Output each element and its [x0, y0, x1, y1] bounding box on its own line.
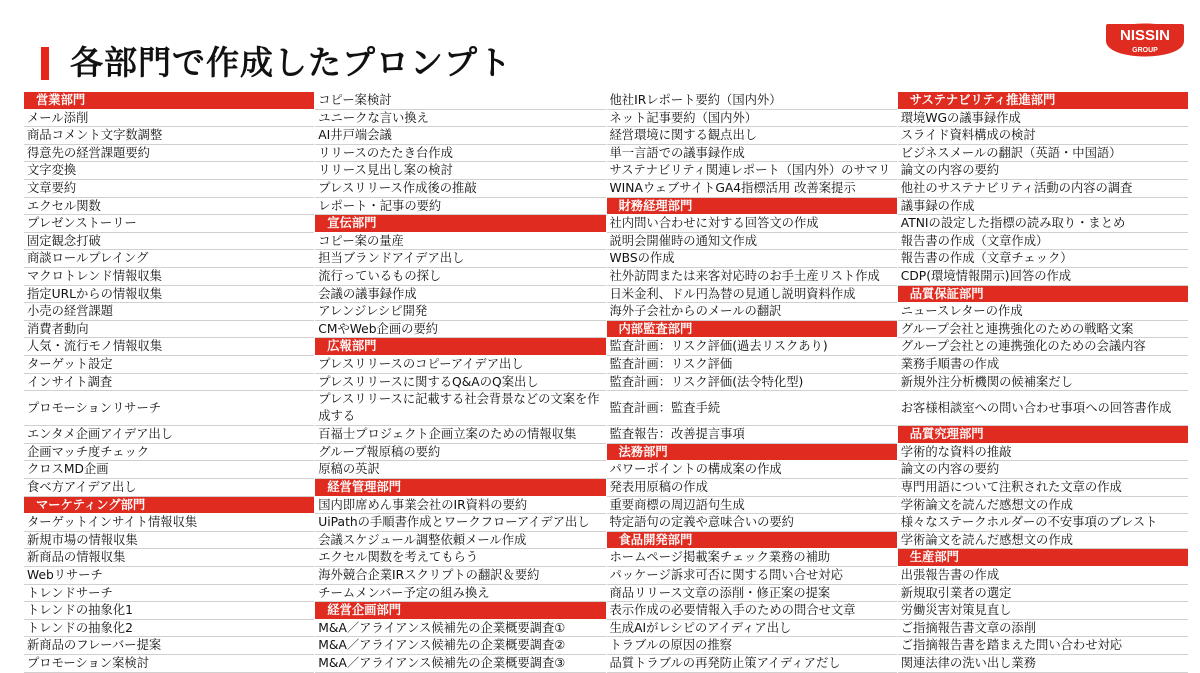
prompt-cell: 環境WGの議事録作成: [898, 110, 1188, 128]
table-column-2: [314, 92, 605, 673]
prompt-cell: 監査報告：改善提言事項: [607, 426, 897, 444]
prompt-cell: 商品コメント文字数調整: [24, 127, 314, 145]
prompt-cell: 業務手順書の作成: [898, 356, 1188, 374]
prompt-cell: 単一言語での議事録作成: [607, 145, 897, 163]
prompt-cell: 特定語句の定義や意味合いの要約: [607, 514, 897, 532]
prompt-cell: ターゲット設定: [24, 356, 314, 374]
prompt-cell: 新規外注分析機関の候補案だし: [898, 374, 1188, 392]
department-header: 品質究理部門: [898, 426, 1188, 444]
prompt-cell: プレスリリースに記載する社会背景などの文案を作成する: [315, 391, 605, 426]
prompt-cell: リリースのたたき台作成: [315, 145, 605, 163]
prompt-cell: ATNIの設定した指標の読み取り・まとめ: [898, 215, 1188, 233]
prompt-cell: グループ会社との連携強化のための会議内容: [898, 338, 1188, 356]
prompt-cell: 企画マッチ度チェック: [24, 444, 314, 462]
prompt-cell: ご指摘報告書を踏まえた問い合わせ対応: [898, 637, 1188, 655]
prompt-cell: CMやWeb企画の要約: [315, 321, 605, 339]
prompt-cell: 会議スケジュール調整依頼メール作成: [315, 532, 605, 550]
prompt-cell: パワーポイントの構成案の作成: [607, 461, 897, 479]
prompt-cell: 海外子会社からのメールの翻訳: [607, 303, 897, 321]
prompt-cell: レポート・記事の要約: [315, 198, 605, 216]
prompt-cell: 発表用原稿の作成: [607, 479, 897, 497]
page-title: 各部門で作成したプロンプト: [70, 43, 512, 82]
prompt-cell: WBSの作成: [607, 250, 897, 268]
prompt-cell: エクセル関数を考えてもらう: [315, 549, 605, 567]
prompt-cell: トラブルの原因の推察: [607, 637, 897, 655]
prompt-cell: 商品リリース文章の添削・修正案の提案: [607, 585, 897, 603]
prompt-cell: M&A／アライアンス候補先の企業概要調査③: [315, 655, 605, 673]
prompt-cell: サステナビリティ関連レポート（国内外）のサマリ: [607, 162, 897, 180]
prompt-cell: プロモーション案検討: [24, 655, 314, 673]
prompt-cell: 監査計画：リスク評価(過去リスクあり): [607, 338, 897, 356]
prompt-cell: 固定観念打破: [24, 233, 314, 251]
prompt-cell: 小売の経営課題: [24, 303, 314, 321]
prompt-cell: 専門用語について注釈された文章の作成: [898, 479, 1188, 497]
prompt-cell: プロモーションリサーチ: [24, 391, 314, 426]
prompt-cell: ユニークな言い換え: [315, 110, 605, 128]
prompt-cell: グループ会社と連携強化のための戦略文案: [898, 321, 1188, 339]
prompt-cell: ビジネスメールの翻訳（英語・中国語）: [898, 145, 1188, 163]
prompt-cell: 人気・流行モノ情報収集: [24, 338, 314, 356]
prompt-cell: 報告書の作成（文章作成）: [898, 233, 1188, 251]
prompt-cell: お客様相談室への問い合わせ事項への回答書作成: [898, 391, 1188, 426]
prompt-cell: エクセル関数: [24, 198, 314, 216]
prompt-cell: 議事録の作成: [898, 198, 1188, 216]
prompt-cell: プレゼンストーリー: [24, 215, 314, 233]
prompt-cell: 出張報告書の作成: [898, 567, 1188, 585]
table-column-3: [606, 92, 897, 673]
prompt-cell: 監査計画：リスク評価: [607, 356, 897, 374]
department-header: 経営管理部門: [315, 479, 605, 497]
title-accent-bar: [41, 47, 49, 80]
prompt-cell: 品質トラブルの再発防止策アイディアだし: [607, 655, 897, 673]
prompt-cell: プレスリリース作成後の推敲: [315, 180, 605, 198]
department-header: 営業部門: [24, 92, 314, 110]
prompt-cell: 国内即席めん事業会社のIR資料の要約: [315, 497, 605, 515]
logo-text: NISSIN: [1119, 27, 1171, 44]
prompt-cell: リリース見出し案の検討: [315, 162, 605, 180]
prompt-cell: 原稿の英訳: [315, 461, 605, 479]
prompt-cell: 担当ブランドアイデア出し: [315, 250, 605, 268]
prompt-cell: ニュースレターの作成: [898, 303, 1188, 321]
prompt-cell: 他社のサステナビリティ活動の内容の調査: [898, 180, 1188, 198]
prompt-table: [23, 92, 1188, 673]
logo-subtext: GROUP: [1132, 47, 1158, 54]
prompt-cell: コピー案の量産: [315, 233, 605, 251]
prompt-cell: 報告書の作成（文章チェック）: [898, 250, 1188, 268]
prompt-cell: 学術論文を読んだ感想文の作成: [898, 497, 1188, 515]
prompt-cell: 文章要約: [24, 180, 314, 198]
prompt-cell: Webリサーチ: [24, 567, 314, 585]
prompt-cell: トレンドサーチ: [24, 585, 314, 603]
prompt-cell: 会議の議事録作成: [315, 286, 605, 304]
prompt-cell: マクロトレンド情報収集: [24, 268, 314, 286]
prompt-cell: ご指摘報告書文章の添削: [898, 620, 1188, 638]
prompt-cell: プレスリリースに関するQ&AのQ案出し: [315, 374, 605, 392]
prompt-cell: 生成AIがレシピのアイディア出し: [607, 620, 897, 638]
prompt-cell: ホームページ掲載案チェック業務の補助: [607, 549, 897, 567]
prompt-cell: 新規取引業者の選定: [898, 585, 1188, 603]
prompt-cell: クロスMD企画: [24, 461, 314, 479]
prompt-cell: 学術論文を読んだ感想文の作成: [898, 532, 1188, 550]
department-header: 財務経理部門: [607, 198, 897, 216]
prompt-cell: 日米金利、ドル円為替の見通し説明資料作成: [607, 286, 897, 304]
department-header: 食品開発部門: [607, 532, 897, 550]
prompt-cell: 監査計画：リスク評価(法令特化型): [607, 374, 897, 392]
prompt-cell: 表示作成の必要情報入手のための問合せ文章: [607, 602, 897, 620]
prompt-cell: インサイト調査: [24, 374, 314, 392]
prompt-cell: M&A／アライアンス候補先の企業概要調査①: [315, 620, 605, 638]
table-column-1: [23, 92, 314, 673]
prompt-cell: 様々なステークホルダーの不安事項のブレスト: [898, 514, 1188, 532]
prompt-cell: プレスリリースのコピーアイデア出し: [315, 356, 605, 374]
prompt-cell: 監査計画：監査手続: [607, 391, 897, 426]
prompt-cell: 社外訪問または来客対応時のお手土産リスト作成: [607, 268, 897, 286]
prompt-cell: 論文の内容の要約: [898, 461, 1188, 479]
prompt-cell: 重要商標の周辺語句生成: [607, 497, 897, 515]
prompt-cell: 他社IRレポート要約（国内外）: [607, 92, 897, 110]
prompt-cell: 海外競合企業IRスクリプトの翻訳＆要約: [315, 567, 605, 585]
prompt-cell: 経営環境に関する観点出し: [607, 127, 897, 145]
prompt-cell: 新商品の情報収集: [24, 549, 314, 567]
prompt-cell: チームメンバー予定の組み換え: [315, 585, 605, 603]
nissin-logo: [1100, 10, 1190, 60]
prompt-cell: ターゲットインサイト情報収集: [24, 514, 314, 532]
prompt-cell: アレンジレシピ開発: [315, 303, 605, 321]
prompt-cell: 新商品のフレーバー提案: [24, 637, 314, 655]
prompt-cell: 指定URLからの情報収集: [24, 286, 314, 304]
prompt-cell: WINAウェブサイトGA4指標活用 改善案提示: [607, 180, 897, 198]
department-header: マーケティング部門: [24, 497, 314, 515]
prompt-cell: 流行っているもの探し: [315, 268, 605, 286]
prompt-cell: M&A／アライアンス候補先の企業概要調査②: [315, 637, 605, 655]
prompt-cell: 食べ方アイデア出し: [24, 479, 314, 497]
department-header: 宣伝部門: [315, 215, 605, 233]
prompt-cell: コピー案検討: [315, 92, 605, 110]
prompt-cell: 消費者動向: [24, 321, 314, 339]
prompt-cell: スライド資料構成の検討: [898, 127, 1188, 145]
department-header: 内部監査部門: [607, 321, 897, 339]
prompt-cell: 社内問い合わせに対する回答文の作成: [607, 215, 897, 233]
prompt-cell: パッケージ訴求可否に関する問い合せ対応: [607, 567, 897, 585]
prompt-cell: 関連法律の洗い出し業務: [898, 655, 1188, 673]
prompt-cell: 文字変換: [24, 162, 314, 180]
prompt-cell: 説明会開催時の通知文作成: [607, 233, 897, 251]
department-header: サステナビリティ推進部門: [898, 92, 1188, 110]
prompt-cell: エンタメ企画アイデア出し: [24, 426, 314, 444]
prompt-cell: 論文の内容の要約: [898, 162, 1188, 180]
department-header: 生産部門: [898, 549, 1188, 567]
prompt-cell: 新規市場の情報収集: [24, 532, 314, 550]
prompt-cell: メール添削: [24, 110, 314, 128]
prompt-cell: 商談ロールプレイング: [24, 250, 314, 268]
prompt-cell: ネット記事要約（国内外）: [607, 110, 897, 128]
prompt-cell: UiPathの手順書作成とワークフローアイデア出し: [315, 514, 605, 532]
table-column-4: [897, 92, 1188, 673]
prompt-cell: トレンドの抽象化2: [24, 620, 314, 638]
prompt-cell: 学術的な資料の推敲: [898, 444, 1188, 462]
prompt-cell: CDP(環境情報開示)回答の作成: [898, 268, 1188, 286]
prompt-cell: グループ報原稿の要約: [315, 444, 605, 462]
department-header: 経営企画部門: [315, 602, 605, 620]
department-header: 品質保証部門: [898, 286, 1188, 304]
department-header: 広報部門: [315, 338, 605, 356]
department-header: 法務部門: [607, 444, 897, 462]
prompt-cell: トレンドの抽象化1: [24, 602, 314, 620]
prompt-cell: 百福士プロジェクト企画立案のための情報収集: [315, 426, 605, 444]
prompt-cell: AI井戸端会議: [315, 127, 605, 145]
prompt-cell: 労働災害対策見直し: [898, 602, 1188, 620]
prompt-cell: 得意先の経営課題要約: [24, 145, 314, 163]
